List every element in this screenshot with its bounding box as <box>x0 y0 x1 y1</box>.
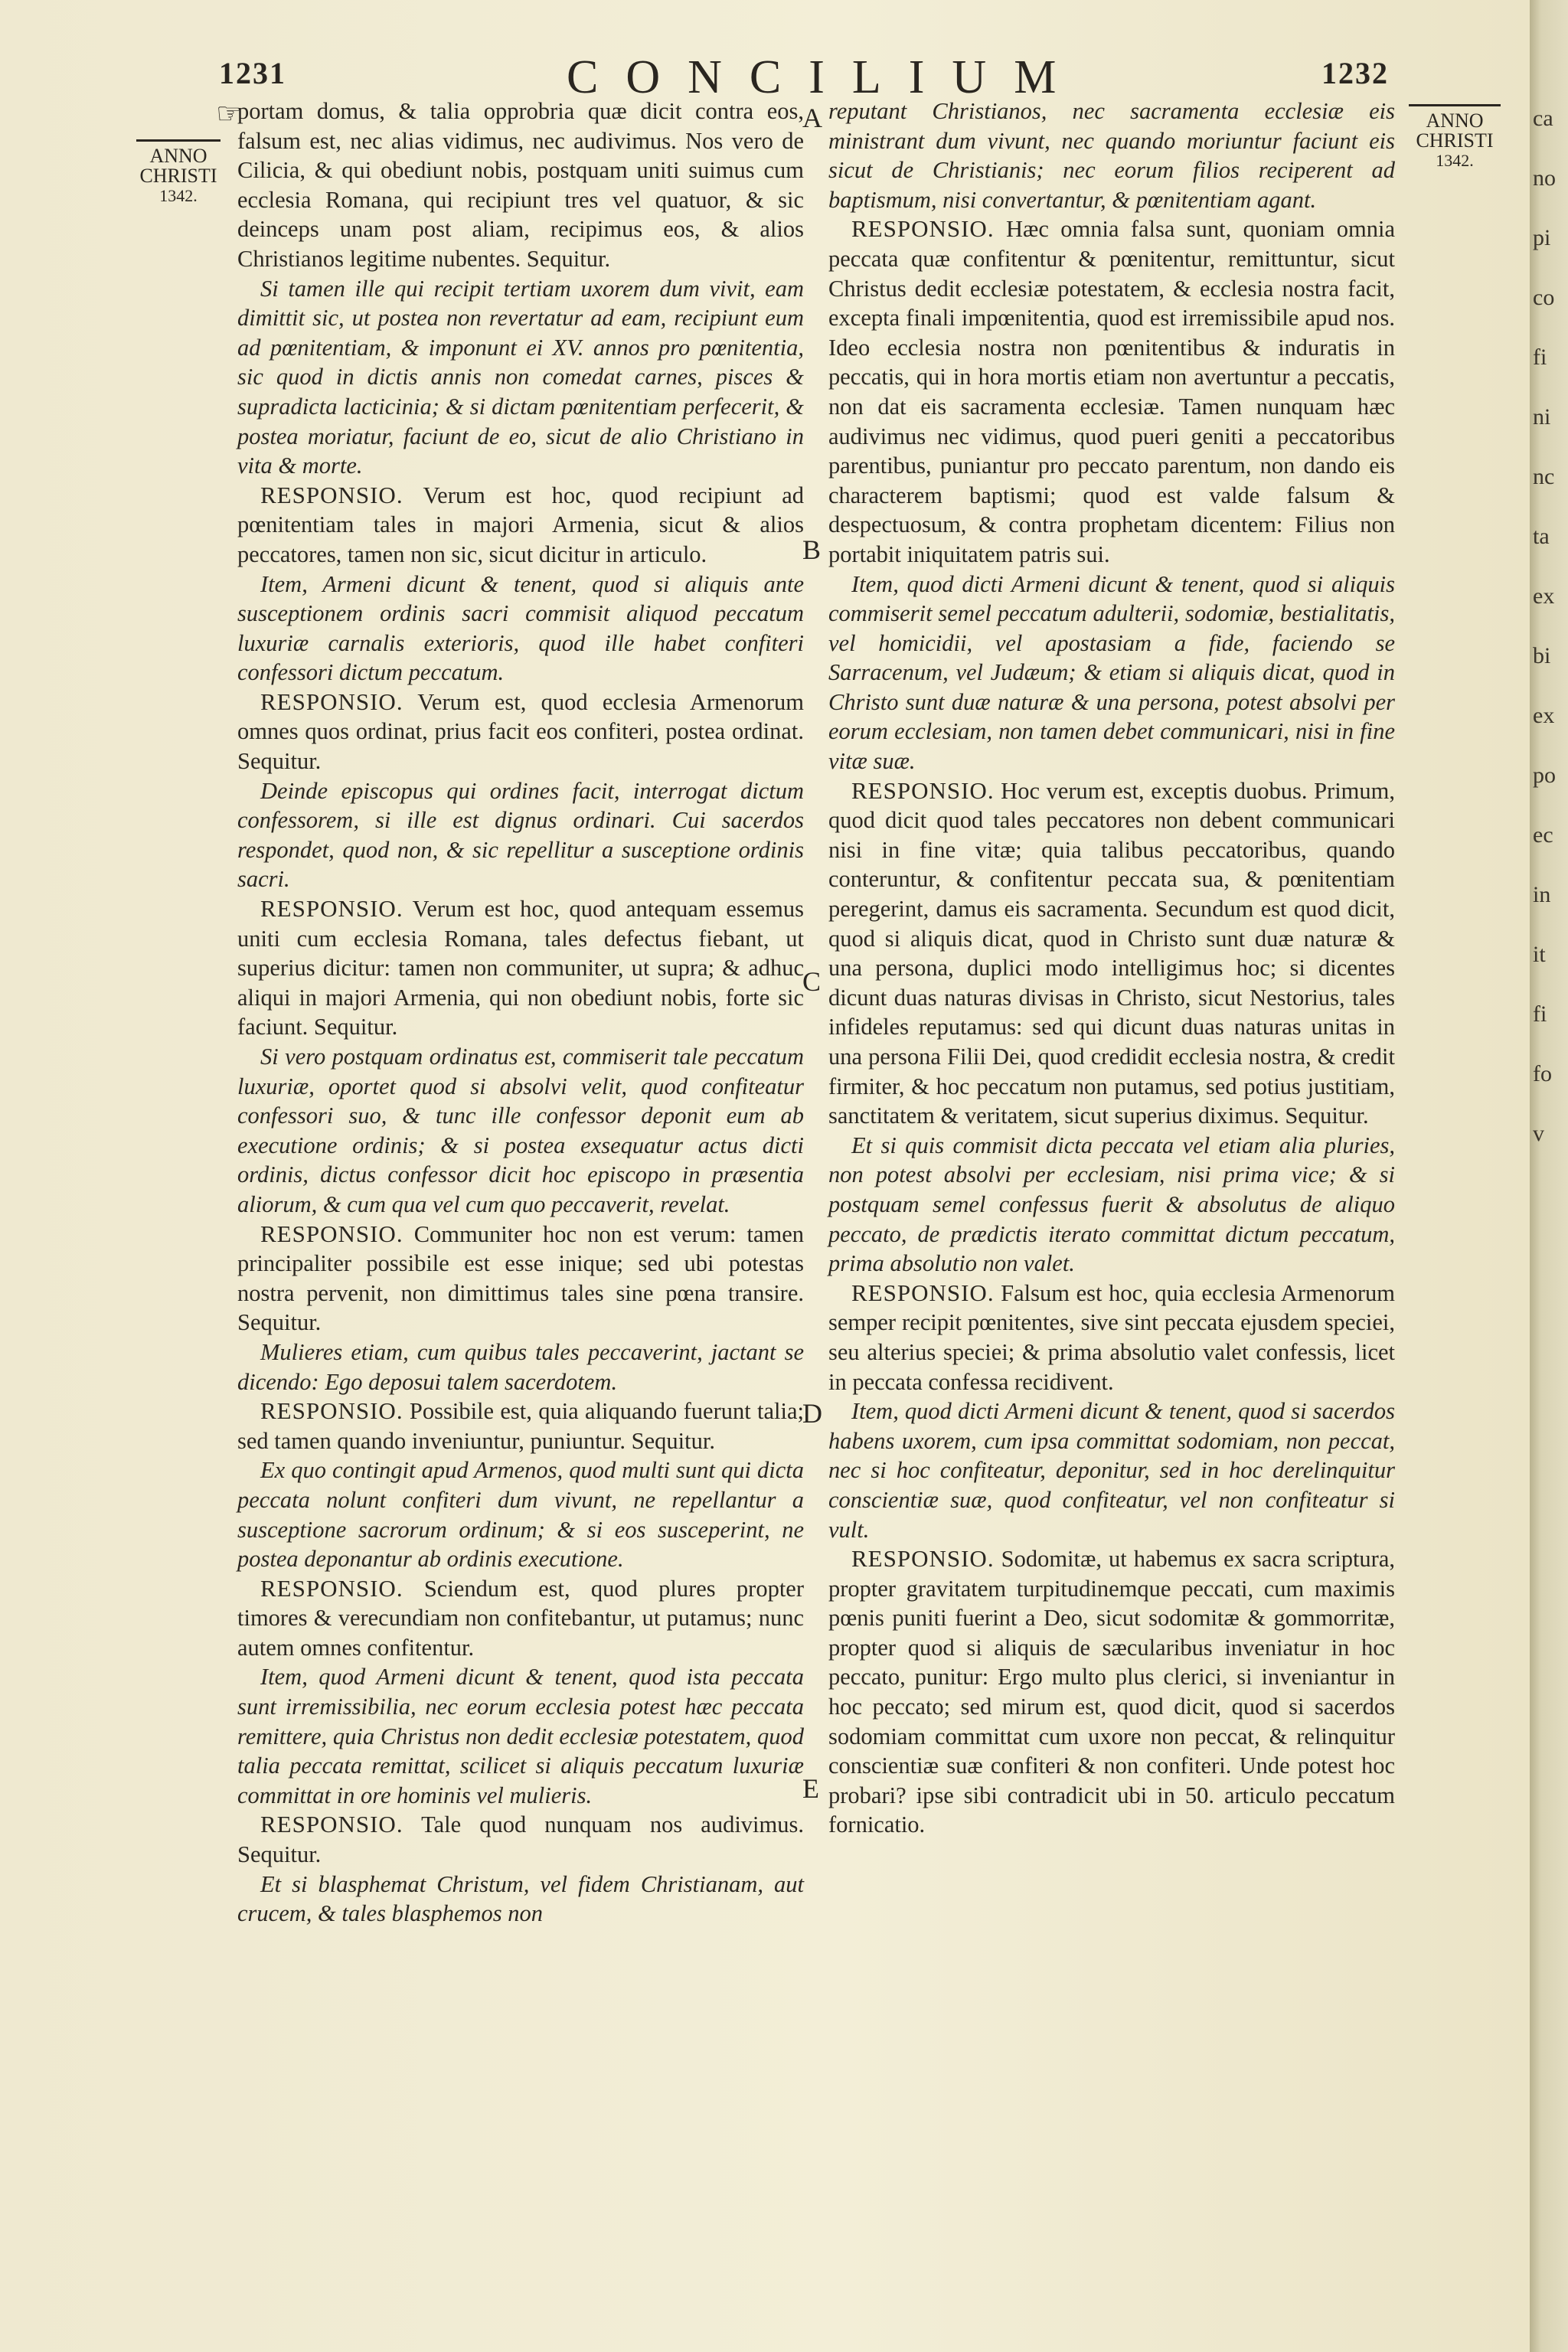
next-page-fragment: fi <box>1533 345 1547 370</box>
article-paragraph: Et si quis commisit dicta peccata vel etiam alia pluries, non potest absolvi per ecclesiam, nisi prima vice; & si postquam semel confessus fuerit & absolutus de aliquo peccato, de prædictis iterato committat dictum peccatum, prima absolutio non valet. <box>828 1132 1395 1277</box>
year-label: 1342. <box>1436 151 1474 170</box>
responsio-label: RESPONSIO. <box>260 1811 403 1838</box>
body-paragraph: portam domus, & talia opprobria quæ dicit contra eos, falsum est, nec alias vidimus, nec audivimus. Nos vero de Cilicia, & qui obediunt nobis, postquam uniti suimus cum ecclesia Romana, qui recipiunt tres vel quatuor, & sic deinceps unam post aliam, recipimus eos, & alios Christianos legitime nubentes. Sequitur. <box>237 98 804 272</box>
responsio-text: Tale quod nunquam nos audivimus. Sequitur. <box>237 1811 804 1868</box>
article-paragraph: Mulieres etiam, cum quibus tales peccaverint, jactant se dicendo: Ego deposui talem sacerdotem. <box>237 1338 804 1395</box>
section-letter-b: B <box>802 534 822 565</box>
article-paragraph: Et si blasphemat Christum, vel fidem Christianam, aut crucem, & tales blasphemos non <box>237 1870 804 1927</box>
page-number-left: 1231 <box>219 56 286 90</box>
next-page-fragment: co <box>1533 285 1555 310</box>
responsio-label: RESPONSIO. <box>260 895 403 923</box>
responsio-text: Hæc omnia falsa sunt, quoniam omnia peccata quæ confitentur & pœnitentur, remittuntur, sicut Christus dedit ecclesiæ potestatem, & ecclesia nostra facit, excepta finali impœnitentia, quod est irremissibile apud nos. Ideo ecclesia nostra non pœnitentibus & induratis in peccatis, qui in hora mortis etiam non avertuntur a peccatis, non dat eis sacramenta ecclesiæ. Tamen nunquam hæc audivimus nec vidimus, quod pueri geniti a peccatoribus parentibus, puniantur pro peccato parentum, non dando eis characterem baptismi; quod est valde falsum & despectuosum, & contra prophetam dicentem: Filius non portabit iniquitatem patris sui. <box>828 216 1395 567</box>
responsio-label: RESPONSIO. <box>851 1279 995 1306</box>
page-number-right: 1232 <box>1321 56 1389 90</box>
running-title: CONCILIUM <box>567 51 1084 103</box>
next-page-fragment: it <box>1533 942 1546 967</box>
next-page-edge <box>1530 0 1568 2352</box>
section-letter-c: C <box>802 966 822 997</box>
responsio-label: RESPONSIO. <box>260 1574 403 1602</box>
next-page-fragment: bi <box>1533 643 1551 668</box>
responsio-label: RESPONSIO. <box>851 1545 995 1573</box>
responsio-paragraph <box>237 894 804 1042</box>
responsio-label: RESPONSIO. <box>260 481 403 508</box>
article-paragraph: reputant Christianos, nec sacramenta ecclesiæ eis ministrant dum vivunt, nec quando moriuntur faciunt eis sicut de Christianis; nec eorum filios reciperent ad baptismum, nisi convertantur, & pœnitentiam agant. <box>828 98 1395 213</box>
responsio-paragraph <box>237 1574 804 1663</box>
article-paragraph: Deinde episcopus qui ordines facit, interrogat dictum confessorem, si ille est dignus ordinari. Cui sacerdos respondet, quod non, & sic repellitur a susceptione ordinis sacri. <box>237 777 804 893</box>
responsio-paragraph <box>828 776 1395 1131</box>
responsio-label: RESPONSIO. <box>851 215 995 243</box>
next-page-fragment: ni <box>1533 404 1551 430</box>
next-page-fragment: no <box>1533 165 1556 191</box>
responsio-paragraph <box>828 214 1395 569</box>
responsio-text: Falsum est hoc, quia ecclesia Armenorum semper recipit pœnitentes, sive sint peccata ejusdem speciei, seu alterius speciei; & prima absolutio valet confessis, licet in peccata confessa recidivent. <box>828 1279 1395 1395</box>
next-page-fragment: ex <box>1533 583 1555 609</box>
responsio-text: Possibile est, quia aliquando fuerunt talia; sed tamen quando inveniuntur, puniuntur. Sequitur. <box>237 1398 804 1454</box>
right-column <box>828 96 1395 1840</box>
next-page-fragment: ca <box>1533 106 1553 131</box>
responsio-label: RESPONSIO. <box>260 688 403 715</box>
responsio-paragraph <box>828 1544 1395 1840</box>
article-paragraph: Item, quod Armeni dicunt & tenent, quod ista peccata sunt irremissibilia, nec eorum ecclesia potest hæc peccata remittere, quia Christus non dedit ecclesiæ potestatem, quod talia peccata remittat, scilicet si aliquis peccatum luxuriæ committat in ore hominis vel mulieris. <box>237 1664 804 1808</box>
next-page-fragment: fi <box>1533 1001 1547 1027</box>
article-paragraph: Si tamen ille qui recipit tertiam uxorem dum vivit, eam dimittit sic, ut postea non revertatur ad eam, recipiunt eum ad pœnitentiam, & imponunt ei XV. annos pro pœnitentia, sic quod in dictis annis non comedat carnes, pisces & supradicta lacticinia; & si dictam pœnitentiam perfecerit, & postea moriatur, faciunt de eo, sicut de alio Christiano in vita & morte. <box>237 275 804 479</box>
responsio-paragraph <box>237 1396 804 1455</box>
responsio-paragraph <box>237 481 804 570</box>
responsio-text: Sciendum est, quod plures propter timores & verecundiam non confitebantur, ut putamus; nunc autem omnes confitentur. <box>237 1575 804 1661</box>
anno-label: ANNO <box>1426 109 1484 132</box>
responsio-text: Sodomitæ, ut habemus ex sacra scriptura, propter gravitatem turpitudinemque peccati, cum maximis pœnis puniti fuerint a Deo, sicut sodomitæ & gommorritæ, propter quod si aliquis de sæcularibus inveniatur in hoc peccato, punitur: Ergo multo plus clerici, si inveniantur in hoc peccato; sed mirum est, quod dicit, quod si sacerdos sodomiam committat cum uxore non peccat, & relinquitur conscientiæ suæ confiteri & non confiteri. Unde potest hoc probari? ipse sibi contradicit ubi in 50. articulo peccatum fornicatio. <box>828 1546 1395 1838</box>
next-page-fragment: po <box>1533 763 1556 788</box>
left-column <box>237 96 804 1929</box>
section-letter-e: E <box>802 1773 819 1804</box>
next-page-fragment: in <box>1533 882 1551 907</box>
pointing-hand-icon: ☞ <box>216 98 243 130</box>
article-paragraph: Item, quod dicti Armeni dicunt & tenent, quod si aliquis commiserit semel peccatum adulterii, sodomiæ, bestialitatis, vel homicidii, vel apostasiam a fide, faciendo se Sarracenum, vel Judæum; & etiam si aliquis dicat, quod in Christo sunt duæ naturæ & una persona, potest absolvi per eorum ecclesiam, non tamen debet communicari, nisi in fine vitæ suæ. <box>828 570 1395 775</box>
responsio-label: RESPONSIO. <box>260 1220 403 1247</box>
year-label: 1342. <box>159 186 198 205</box>
margin-year-right <box>1409 104 1501 171</box>
responsio-label: RESPONSIO. <box>851 776 995 804</box>
christi-label: CHRISTI <box>139 165 217 187</box>
next-page-fragment: nc <box>1533 464 1555 489</box>
responsio-label: RESPONSIO. <box>260 1397 403 1425</box>
next-page-fragment: v <box>1533 1121 1544 1146</box>
next-page-fragment: ex <box>1533 703 1555 728</box>
responsio-paragraph <box>237 688 804 776</box>
margin-year-left <box>136 139 220 206</box>
section-letter-d: D <box>802 1398 822 1429</box>
responsio-text: Hoc verum est, exceptis duobus. Primum, quod dicit quod tales peccatores non debent communicari nisi in fine vitæ; quia talibus peccatoribus, quando conteruntur, & confitentur peccata sua, & pœnitentiam peregerint, damus eis sacramenta. Secundum est quod dicit, quod si aliquis dicat, quod in Christo sunt duæ naturæ & una persona, duplici modo intelligimus hoc; si dicentes dicunt duas naturas divisas in Christo, sicut Nestorius, tales infideles reputamus: sed qui dicunt duas naturas unitas in una persona Filii Dei, quod credidit ecclesia nostra, & credit firmiter, & hoc peccatum non putamus, sed potius justitiam, sanctitatem & veritatem, sicut superius diximus. Sequitur. <box>828 777 1395 1129</box>
responsio-text: Verum est hoc, quod antequam essemus uniti cum ecclesia Romana, tales defectus fiebant, ut superius dicitur: tamen non communiter, ut supra; & adhuc aliqui in majori Armenia, qui non obediunt nobis, forte sic faciunt. Sequitur. <box>237 896 804 1040</box>
responsio-paragraph <box>828 1279 1395 1396</box>
responsio-paragraph <box>237 1810 804 1869</box>
responsio-text: Verum est hoc, quod recipiunt ad pœnitentiam tales in majori Armenia, sicut & alios peccatores, tamen non sic, sicut dicitur in articulo. <box>237 482 804 567</box>
article-paragraph: Item, quod dicti Armeni dicunt & tenent, quod si sacerdos habens uxorem, cum ipsa committat sodomiam, non peccat, nec si hoc confiteatur, deponitur, sed in hoc derelinquitur conscientiæ suæ, quod confiteatur, vel non confiteatur si vult. <box>828 1398 1395 1543</box>
next-page-fragment: fo <box>1533 1061 1552 1086</box>
next-page-fragment: pi <box>1533 225 1551 250</box>
next-page-fragment: ta <box>1533 524 1550 549</box>
next-page-fragment: ec <box>1533 822 1553 848</box>
article-paragraph: Si vero postquam ordinatus est, commiserit tale peccatum luxuriæ, oportet quod si absolvi velit, quod confiteatur confessori suo, & tunc ille confessor deponit eum ab executione ordinis; & si postea exsequatur actus dicti ordinis, dictus confessor dicit hoc episcopo in præsentia aliorum, & cum qua vel cum quo peccaverit, revelat. <box>237 1044 804 1217</box>
anno-label: ANNO <box>149 145 207 167</box>
responsio-text: Communiter hoc non est verum: tamen principaliter possibile est esse inique; sed ubi potestas nostra pervenit, non dimittimus tales sine pœna transire. Sequitur. <box>237 1220 804 1336</box>
article-paragraph: Item, Armeni dicunt & tenent, quod si aliquis ante susceptionem ordinis sacri commisit aliquod peccatum luxuriæ carnalis exterioris, quod ille habet confiteri confessori dictum peccatum. <box>237 570 804 686</box>
christi-label: CHRISTI <box>1416 129 1494 152</box>
responsio-paragraph <box>237 1220 804 1338</box>
responsio-text: Verum est, quod ecclesia Armenorum omnes quos ordinat, prius facit eos confiteri, postea ordinat. Sequitur. <box>237 688 804 775</box>
article-paragraph: Ex quo contingit apud Armenos, quod multi sunt qui dicta peccata nolunt confiteri dum vivunt, ne repellantur a susceptione sacrorum ordinum; & si eos susceperint, ne postea deponantur ab ordinis executione. <box>237 1457 804 1573</box>
section-letter-a: A <box>802 103 822 133</box>
